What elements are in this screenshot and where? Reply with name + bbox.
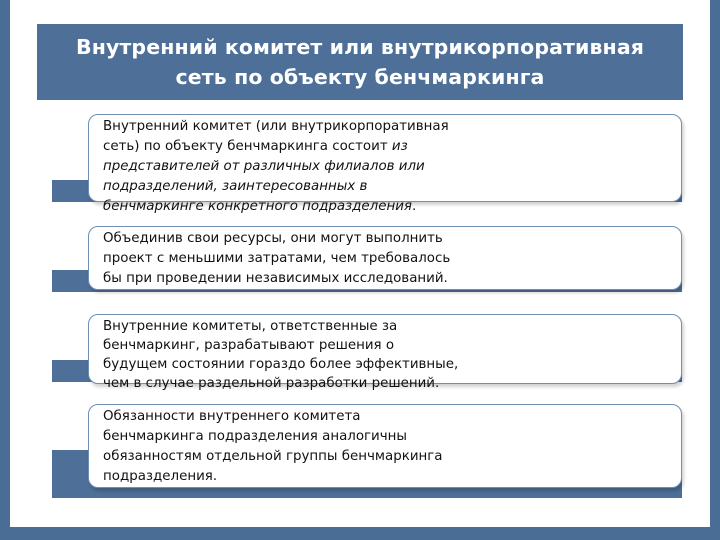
item-card-2 bbox=[88, 226, 682, 290]
item-4-line-4: подразделения. bbox=[103, 469, 218, 484]
item-4-line-2: бенчмаркинга подразделения аналогичны bbox=[103, 429, 408, 444]
item-1-line-2-part-2: из bbox=[391, 139, 408, 154]
item-1-line-2 bbox=[103, 137, 671, 157]
left-edge-stripe bbox=[0, 0, 10, 540]
item-4-line-3: обязанностям отдельной группы бенчмаркинга bbox=[103, 449, 443, 464]
item-2-line-1: Объединив свои ресурсы, они могут выполнить bbox=[103, 231, 443, 246]
item-text-1 bbox=[103, 117, 671, 217]
item-1-line-5 bbox=[103, 197, 671, 217]
item-1-line-4: подразделений, заинтересованных в bbox=[103, 179, 368, 194]
bottom-band bbox=[0, 527, 720, 540]
item-text-3 bbox=[103, 317, 671, 393]
title-bar bbox=[37, 24, 683, 100]
slide-title: Внутренний комитет или внутрикорпоративная сеть по объекту бенчмаркинга bbox=[75, 35, 645, 89]
item-4-line-1: Обязанности внутреннего комитета bbox=[103, 409, 361, 424]
item-text-2 bbox=[103, 229, 671, 289]
item-1-line-3: представителей от различных филиалов или bbox=[103, 159, 425, 174]
item-3-line-3: будущем состоянии гораздо более эффективные, bbox=[103, 357, 459, 372]
item-1-line-5-part-1: бенчмаркинге конкретного подразделения bbox=[103, 199, 412, 214]
item-text-4 bbox=[103, 407, 671, 487]
item-card-4 bbox=[88, 404, 682, 488]
item-card-1 bbox=[88, 114, 682, 214]
item-1-line-5-part-2: . bbox=[411, 199, 417, 214]
right-edge-stripe bbox=[710, 0, 720, 540]
item-card-3 bbox=[88, 314, 682, 391]
item-3-line-4: чем в случае раздельной разработки решений. bbox=[103, 376, 440, 391]
item-1-line-2-part-1: сеть) по объекту бенчмаркинга состоит bbox=[103, 139, 392, 154]
item-2-line-3: бы при проведении независимых исследований. bbox=[103, 271, 448, 286]
item-1-line-1: Внутренний комитет (или внутрикорпоративная bbox=[103, 119, 449, 134]
item-3-line-2: бенчмаркинг, разрабатывают решения о bbox=[103, 338, 395, 353]
item-2-line-2: проект с меньшими затратами, чем требовалось bbox=[103, 251, 451, 266]
item-3-line-1: Внутренние комитеты, ответственные за bbox=[103, 319, 398, 334]
